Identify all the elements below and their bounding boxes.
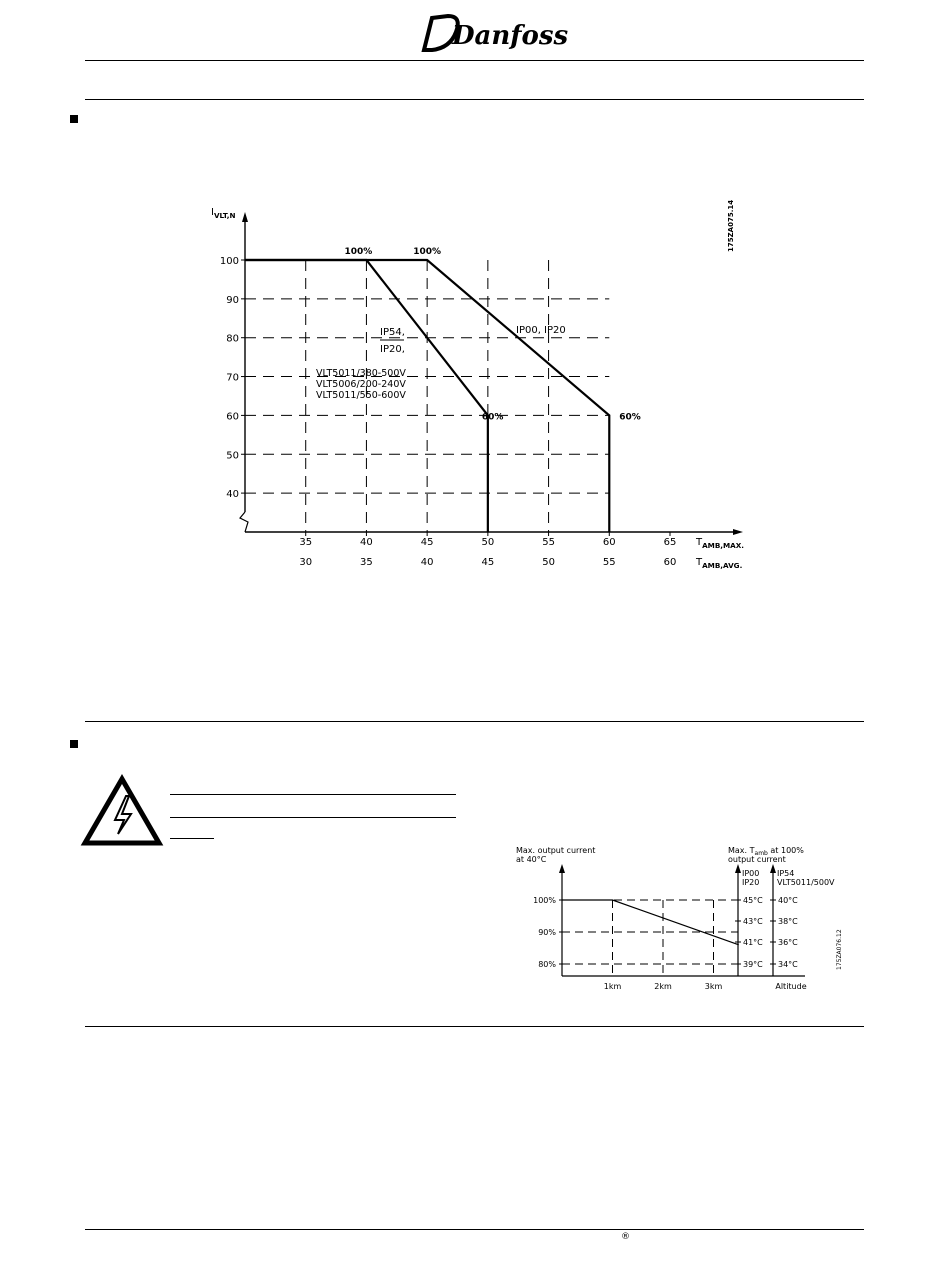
- registered-mark: ®: [621, 1232, 630, 1242]
- right-y-axis-2-arrow: [770, 864, 776, 873]
- left-y-axis-arrow: [559, 864, 565, 873]
- y-tick-label: 40: [226, 489, 239, 501]
- x-axis-label: Altitude: [775, 982, 807, 991]
- x-tick-label-avg: 35: [360, 557, 373, 568]
- footer-rule: [85, 1229, 864, 1230]
- y-tick-label: 100%: [533, 896, 556, 905]
- section-rule-3: [85, 1026, 864, 1027]
- right-col1-tick: 39°C: [743, 960, 763, 969]
- y-tick-label: 60: [226, 411, 239, 423]
- x-tick-label-avg: 30: [299, 557, 313, 568]
- ip54-label: IP54,: [380, 327, 405, 338]
- point-label: 60%: [619, 412, 641, 423]
- ip20-label: IP20,: [380, 344, 405, 355]
- figure-code: 175ZA076.12: [836, 929, 843, 970]
- altitude-line-1: [562, 900, 739, 945]
- x-tick-label-max: 65: [663, 537, 677, 548]
- right-col2-tick: 40°C: [778, 896, 798, 905]
- right-col1-tick: 45°C: [743, 896, 763, 905]
- x-tick-label-avg: 40: [420, 557, 434, 568]
- point-label: 60%: [481, 412, 504, 423]
- right-col2-header: IP54: [777, 869, 795, 878]
- y-tick-label: 90: [226, 294, 239, 306]
- left-axis-title: Max. output current: [516, 846, 596, 855]
- x-tick-label-avg: 45: [481, 557, 495, 568]
- y-tick-label: 80%: [538, 960, 556, 969]
- right-col2-tick: 36°C: [778, 938, 798, 947]
- model-label: VLT5011/380-500V: [316, 368, 406, 379]
- figure-code: 175ZA075.14: [727, 199, 735, 252]
- x-tick-label-max: 55: [542, 537, 555, 548]
- y-axis-label: $I_{VLT,N}$: [211, 207, 236, 220]
- x-tick-label-avg: 55: [602, 557, 616, 568]
- x-tick-label-avg: 60: [663, 557, 677, 568]
- y-tick-label: 100: [219, 256, 239, 267]
- y-tick-label: 70: [226, 372, 239, 384]
- right-col1-tick: 41°C: [743, 938, 763, 947]
- y-tick-label: 90%: [538, 928, 556, 937]
- point-label: 100%: [344, 247, 373, 257]
- y-tick-label: 50: [226, 450, 239, 462]
- x-tick-label-max: 40: [360, 537, 373, 548]
- model-label: VLT5011/550-600V: [316, 390, 406, 401]
- x-tick-label-max: 50: [481, 537, 495, 548]
- x-tick-label: 2km: [654, 982, 672, 991]
- right-col1-header: IP00: [742, 869, 760, 878]
- right-y-axis-1-arrow: [735, 864, 741, 873]
- right-axis-title: Max. $T_{amb}$ at 100%: [728, 846, 804, 857]
- x-tick-label: 3km: [704, 982, 723, 991]
- x-tick-label-max: 45: [420, 537, 434, 548]
- point-label: 100%: [413, 247, 442, 257]
- x-tick-label: 1km: [603, 982, 622, 991]
- ip00-ip20-label: IP00, IP20: [516, 325, 566, 336]
- right-axis-title: output current: [728, 855, 786, 864]
- x-tick-label-max: 60: [602, 537, 616, 548]
- right-col1-tick: 43°C: [743, 917, 763, 926]
- model-label: VLT5006/200-240V: [316, 379, 406, 390]
- logo-text: Danfoss: [452, 21, 569, 51]
- right-col2-tick: 34°C: [778, 960, 798, 969]
- right-col2-header: VLT5011/500V: [777, 878, 835, 887]
- right-col2-tick: 38°C: [778, 917, 798, 926]
- left-axis-title: at 40°C: [516, 855, 547, 864]
- right-col1-header: IP20: [742, 878, 760, 887]
- x-tick-label-avg: 50: [542, 557, 555, 568]
- x-axis-label-avg: $T_{AMB,AVG.}$: [696, 557, 743, 570]
- x-axis-label-max: $T_{AMB,MAX.}$: [696, 537, 745, 550]
- x-tick-label-max: 35: [299, 537, 313, 548]
- y-tick-label: 80: [226, 333, 239, 345]
